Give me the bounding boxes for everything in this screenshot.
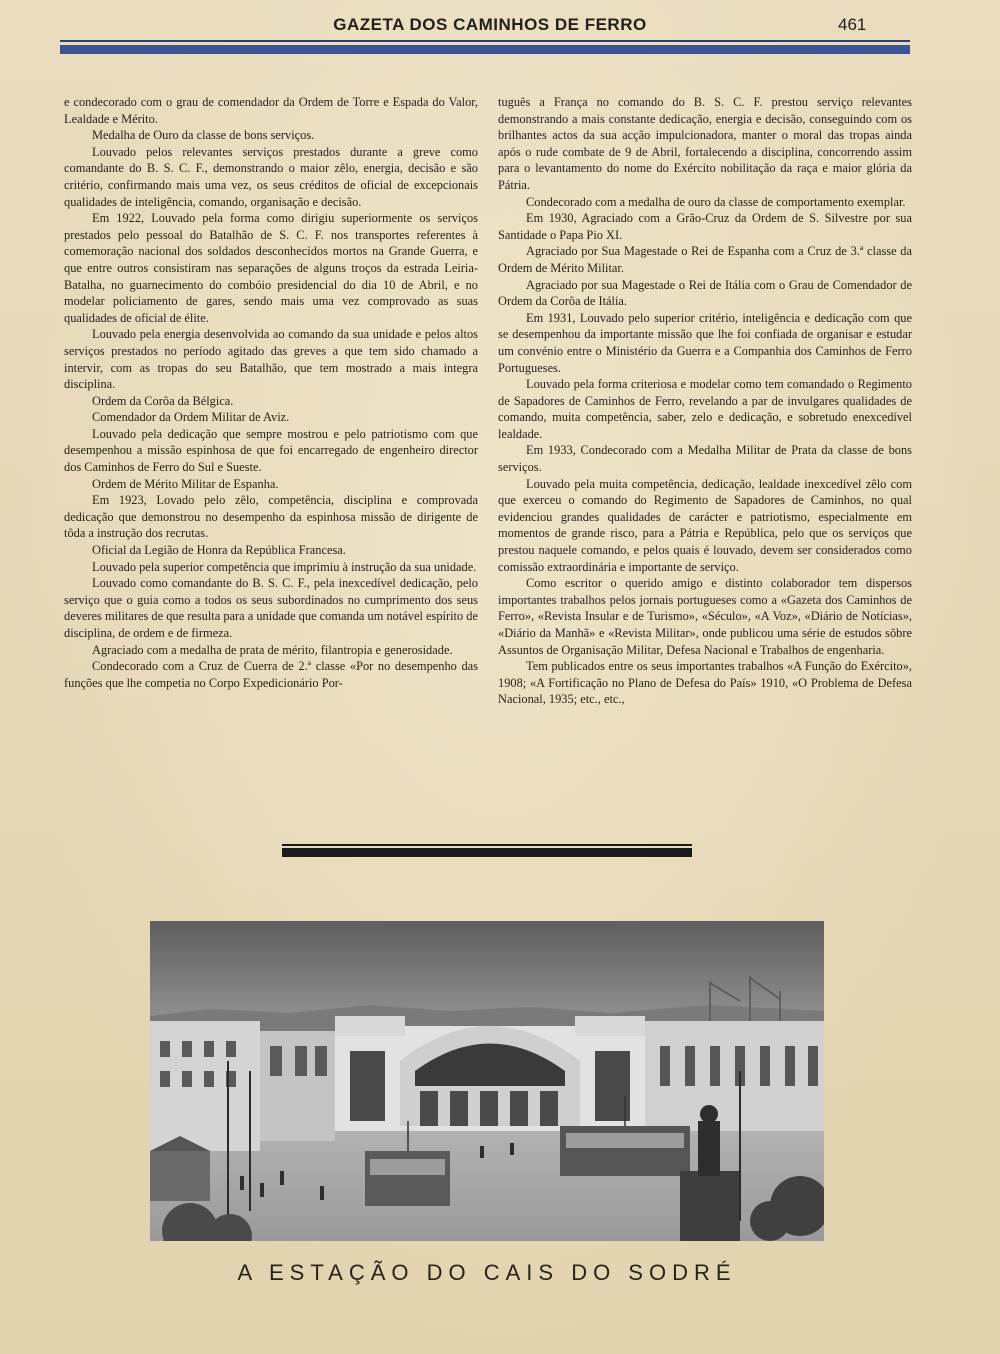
station-building <box>335 1016 645 1131</box>
header-rule <box>60 40 910 56</box>
paragraph: Em 1923, Lovado pelo zêlo, competência, disciplina e comprovada dedicação que demonstrou no desempenho da espinhosa missão de dirigente de tôda a instrução dos recrutas. <box>64 493 478 541</box>
station-photograph <box>150 921 824 1241</box>
paragraph: Condecorado com a medalha de ouro da classe de comportamento exemplar. <box>526 194 906 209</box>
header-rule-thin <box>60 40 910 42</box>
paragraph: Agraciado por sua Magestade o Rei de Itália com o Grau de Comendador de Ordem da Corôa de Itália. <box>498 277 912 309</box>
paragraph: Louvado como comandante do B. S. C. F., pela inexcedível dedicação, pelo serviço que o guia como a todos os seus subordinados no cumprimento dos seus deveres militares de que resulta para a unidade que comanda um notável espírito de disciplina, de ordem e de firmeza. <box>64 576 478 640</box>
paragraph: Condecorado com a Cruz de Cuerra de 2.ª classe «Por no desempenho das funções que lhe competia no Corpo Expedicionário Por- <box>64 659 478 690</box>
paragraph: e condecorado com o grau de comendador da Ordem de Torre e Espada do Valor, Lealdade e Mérito. <box>64 95 478 126</box>
paragraph: Louvado pela energia desenvolvida ao comando da sua unidade e pelos altos serviços prestados no período agitado das greves a que tem sido chamado a intervir, com as tropas do seu Batalhão, que tem mostrado a mais integra disciplina. <box>64 327 478 392</box>
left-text-column <box>64 94 478 691</box>
paragraph: Ordem de Mérito Militar de Espanha. <box>92 476 279 491</box>
paragraph: Em 1933, Condecorado com a Medalha Militar de Prata da classe de bons serviços. <box>498 443 912 475</box>
paragraph: tuguês a França no comando do B. S. C. F. prestou serviço relevantes demonstrando a mais constante dedicação, energia e decisão, conseguindo com os brilhantes actos da sua acção impulcionadora, manter o moral das tropas ainda após o rude combate de 9 de Abril, fortalecendo a disciplina, concorrendo assim para o levantamento do nome do Exército nobilitação da raça e maior glória da Pátria. <box>498 95 912 192</box>
paragraph: Louvado pela superior competência que imprimiu à instrução da sua unidade. <box>92 559 477 574</box>
header-rule-thick <box>60 45 910 54</box>
divider-thin <box>282 844 692 846</box>
running-header-title: GAZETA DOS CAMINHOS DE FERRO <box>333 15 647 34</box>
paragraph: Em 1931, Louvado pelo superior critério, inteligência e dedicação com que se desempenhou da importante missão que lhe foi confiada de organisar e estudar um convénio entre o Ministério da Guerra e a Companhia dos Caminhos de Ferro Portugueses. <box>498 310 912 375</box>
paragraph: Louvado pela dedicação que sempre mostrou e pelo patriotismo com que desempenhou a missão espinhosa de que foi encarregado de engenheiro director dos Caminhos de Ferro do Sul e Sueste. <box>64 426 478 475</box>
paragraph: Ordem da Corôa da Bélgica. <box>92 393 234 408</box>
section-divider <box>282 844 692 858</box>
station-photo-illustration <box>150 921 824 1241</box>
page-number: 461 <box>838 15 867 34</box>
paragraph: Em 1930, Agraciado com a Grão-Cruz da Ordem de S. Silvestre por sua Santidade o Papa Pio XI. <box>498 211 912 242</box>
divider-thick <box>282 848 692 857</box>
paragraph: Tem publicados entre os seus importantes trabalhos «A Função do Exército», 1908; «A Fortificação no Plano de Defesa do País» 1910, «O Problema de Defesa Nacional, 1935; etc., etc., <box>498 659 912 707</box>
paragraph: Oficial da Legião de Honra da República Francesa. <box>92 543 346 558</box>
paragraph: Em 1922, Louvado pela forma como dirigiu superiormente os serviços prestados pelo pessoal do Batalhão de S. C. F. nos transportes referentes à comemoração nacional dos soldados desconhecidos mortos na Grande Guerra, e que entre outros consistiram nas separações de alguns troços da estrada Leiria-Batalha, no guarnecimento do combóio presidencial do dia 10 de Abril, e no modelar policiamento de gares, sendo mais uma vez comprovado as suas qualidades de oficial de élite. <box>64 211 478 325</box>
paragraph: Louvado pela forma criteriosa e modelar como tem comandado o Regimento de Sapadores de Caminhos de Ferro, revelando a par de invulgares qualidades de comando, muita competência, saber, zelo e dedicação, e sobretudo enexcedível lealdade. <box>498 377 912 441</box>
paragraph: Comendador da Ordem Militar de Aviz. <box>92 410 290 425</box>
left-buildings <box>150 1021 335 1151</box>
paragraph: Medalha de Ouro da classe de bons serviços. <box>92 128 315 143</box>
right-text-column <box>498 94 912 708</box>
paragraph: Agraciado com a medalha de prata de mérito, filantropia e generosidade. <box>92 642 453 657</box>
photo-caption: A ESTAÇÃO DO CAIS DO SODRÉ <box>237 1260 737 1285</box>
paragraph: Como escritor o querido amigo e distinto colaborador tem dispersos importantes trabalhos pelos jornais portugueses como a «Gazeta dos Caminhos de Ferro», «Revista Insular e de Turismo», «Século», «A Voz», «Diário de Notícias», «Diário da Manhã» e «Revista Militar», onde publicou uma série de estudos sôbre Assuntos de Organisação Militar, Defesa Nacional e Trabalhos de engenharia. <box>498 576 912 657</box>
right-buildings <box>645 1021 824 1131</box>
paragraph: Louvado pela muita competência, dedicação, lealdade inexcedível zêlo com que exerceu o comando do Regimento de Sapadores de Caminhos, no qual evidenciou grandes qualidades de carácter e patriotismo, especialmente em momentos de grande risco, para a Pátria e República, pelo que os serviços que prestou naquele comando, e pelos quais é louvado, devem ser considerados como comissão extraordinária e importante de serviço. <box>498 476 912 574</box>
paragraph: Agraciado por Sua Magestade o Rei de Espanha com a Cruz de 3.ª classe da Ordem de Mérito Militar. <box>498 244 912 275</box>
paragraph: Louvado pelos relevantes serviços prestados durante a greve como comandante do B. S. C. F., demonstrando o maior zêlo, energia, decisão e são critério, confirmando mais uma vez, os seus créditos de oficial de excepcionais qualidades de inteligência, comando, organisação e decisão. <box>64 144 478 209</box>
